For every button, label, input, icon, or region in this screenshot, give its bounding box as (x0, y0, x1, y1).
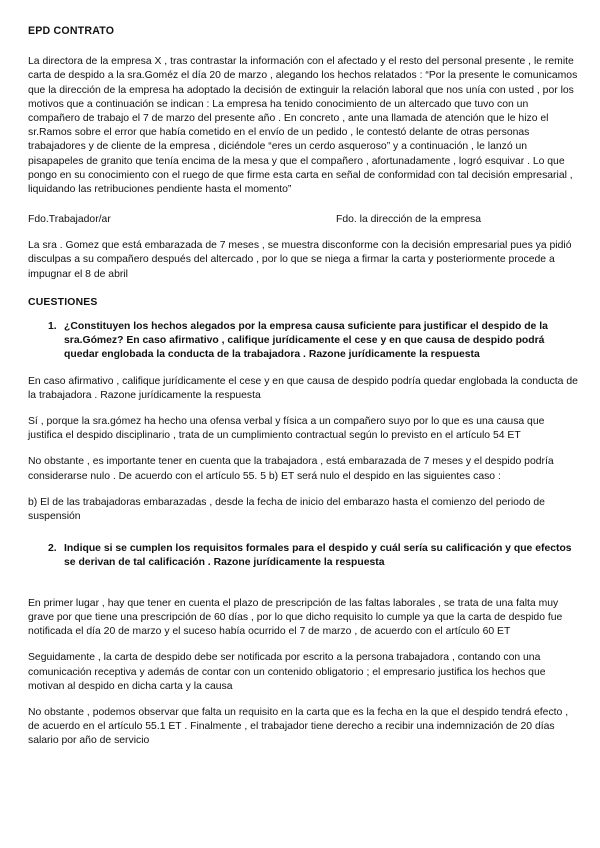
question-2-number: 2. (48, 543, 57, 555)
question-1-number: 1. (48, 321, 57, 333)
answer-2-paragraph-3: No obstante , podemos observar que falta un requisito en la carta que es la fecha en la que el despido tendrá efecto , de acuerdo en el artículo 55.1 ET . Finalmente , el trabajador tiene derecho a recibir una indemnización de 20 días salario por año de servicio (28, 706, 569, 747)
question-1-text: ¿Constituyen los hechos alegados por la empresa causa suficiente para justificar el despido de la sra.Gómez? En caso afirmativo , califique jurídicamente el cese y en que causa de despido podrá quedar englobada la conducta de la trabajadora . Razone jurídicamente la respuesta (64, 321, 548, 361)
answer-2-paragraph-2: Seguidamente , la carta de despido debe ser notificada por escrito a la persona trabajadora , contando con una comunicación receptiva y además de contar con un contenido obligatorio ; el empresario justifica los hechos que motivan al despido en dicha carta y la causa (28, 652, 546, 692)
intro-paragraph: La directora de la empresa X , tras contrastar la información con el afectado y el resto del personal presente , le remite carta de despido a la sra.Goméz el día 20 de marzo , alegando los hechos relatados : “Por la presente le comunicamos que la dirección de la empresa ha adoptado la decisión de extinguir la relación laboral que nos unía con usted , por los motivos que a continuación se indican : La empresa ha tenido conocimiento de un altercado que tuvo con un compañero de trabajo el 7 de marzo del presente año . En concreto , ante una llamada de atención que le hizo el sr.Ramos sobre el error que había cometido en el envío de un pedido , le contestó delante de otras personas trabajadores y de cliente de la empresa , diciéndole “eres un cerdo asqueroso” y a continuación , le lanzó un pisapapeles de granito que tenía encima de la mesa y que el compañero , afortunadamente , logró esquivar . Lo que pongo en su conocimiento con el ruego de que firme esta carta en señal de conformidad con tal decisión empresarial , liquidando las retribuciones pendiente hasta el momento” (28, 56, 578, 196)
question-2-text: Indique si se cumplen los requisitos formales para el despido y cuál sería su calificación y que efectos se derivan de tal calificación . Razone jurídicamente la respuesta (64, 543, 572, 569)
question-2 (48, 542, 580, 570)
signature-worker: Fdo.Trabajador/ar (28, 214, 111, 226)
answer-1-paragraph-2: Sí , porque la sra.gómez ha hecho una ofensa verbal y física a un compañero suyo por lo que es una causa que justifica el despido disciplinario , trata de un cumplimiento contractual según lo previsto en el artículo 54 ET (28, 416, 545, 442)
context-paragraph: La sra . Gomez que está embarazada de 7 meses , se muestra disconforme con la decisión empresarial pues ya pidió disculpas a su compañero después del altercado , por lo que se niega a firmar la carta y posteriormente procede a impugnar el 8 de abril (28, 240, 572, 280)
document-page (28, 24, 580, 761)
answer-2-paragraph-1: En primer lugar , hay que tener en cuenta el plazo de prescripción de las faltas laborales , se trata de una falta muy grave por que tiene una prescripción de 60 días , por lo que dicho requisito lo cumple ya que la carta de despido fue notificada el día 20 de marzo y el suceso había ocurrido el 7 de marzo , de acuerdo con el artículo 60 ET (28, 597, 563, 638)
signature-line (28, 213, 580, 227)
answer-1-paragraph-4: b) El de las trabajadoras embarazadas , desde la fecha de inicio del embarazo hasta el comienzo del periodo de suspensión (28, 496, 545, 523)
answer-1-paragraph-1: En caso afirmativo , califique jurídicamente el cese y en que causa de despido podría quedar englobada la conducta de la trabajadora . Razone jurídicamente la respuesta (28, 375, 578, 401)
section-title: CUESTIONES (28, 296, 98, 308)
answer-1-paragraph-3: No obstante , es importante tener en cuenta que la trabajadora , está embarazada de 7 meses y el despido podría considerarse nulo . De acuerdo con el artículo 55. 5 b) ET será nulo el despido en las siguientes caso : (28, 456, 554, 482)
signature-company: Fdo. la dirección de la empresa (336, 214, 481, 226)
question-1 (48, 320, 580, 363)
document-title: EPD CONTRATO (28, 25, 115, 37)
